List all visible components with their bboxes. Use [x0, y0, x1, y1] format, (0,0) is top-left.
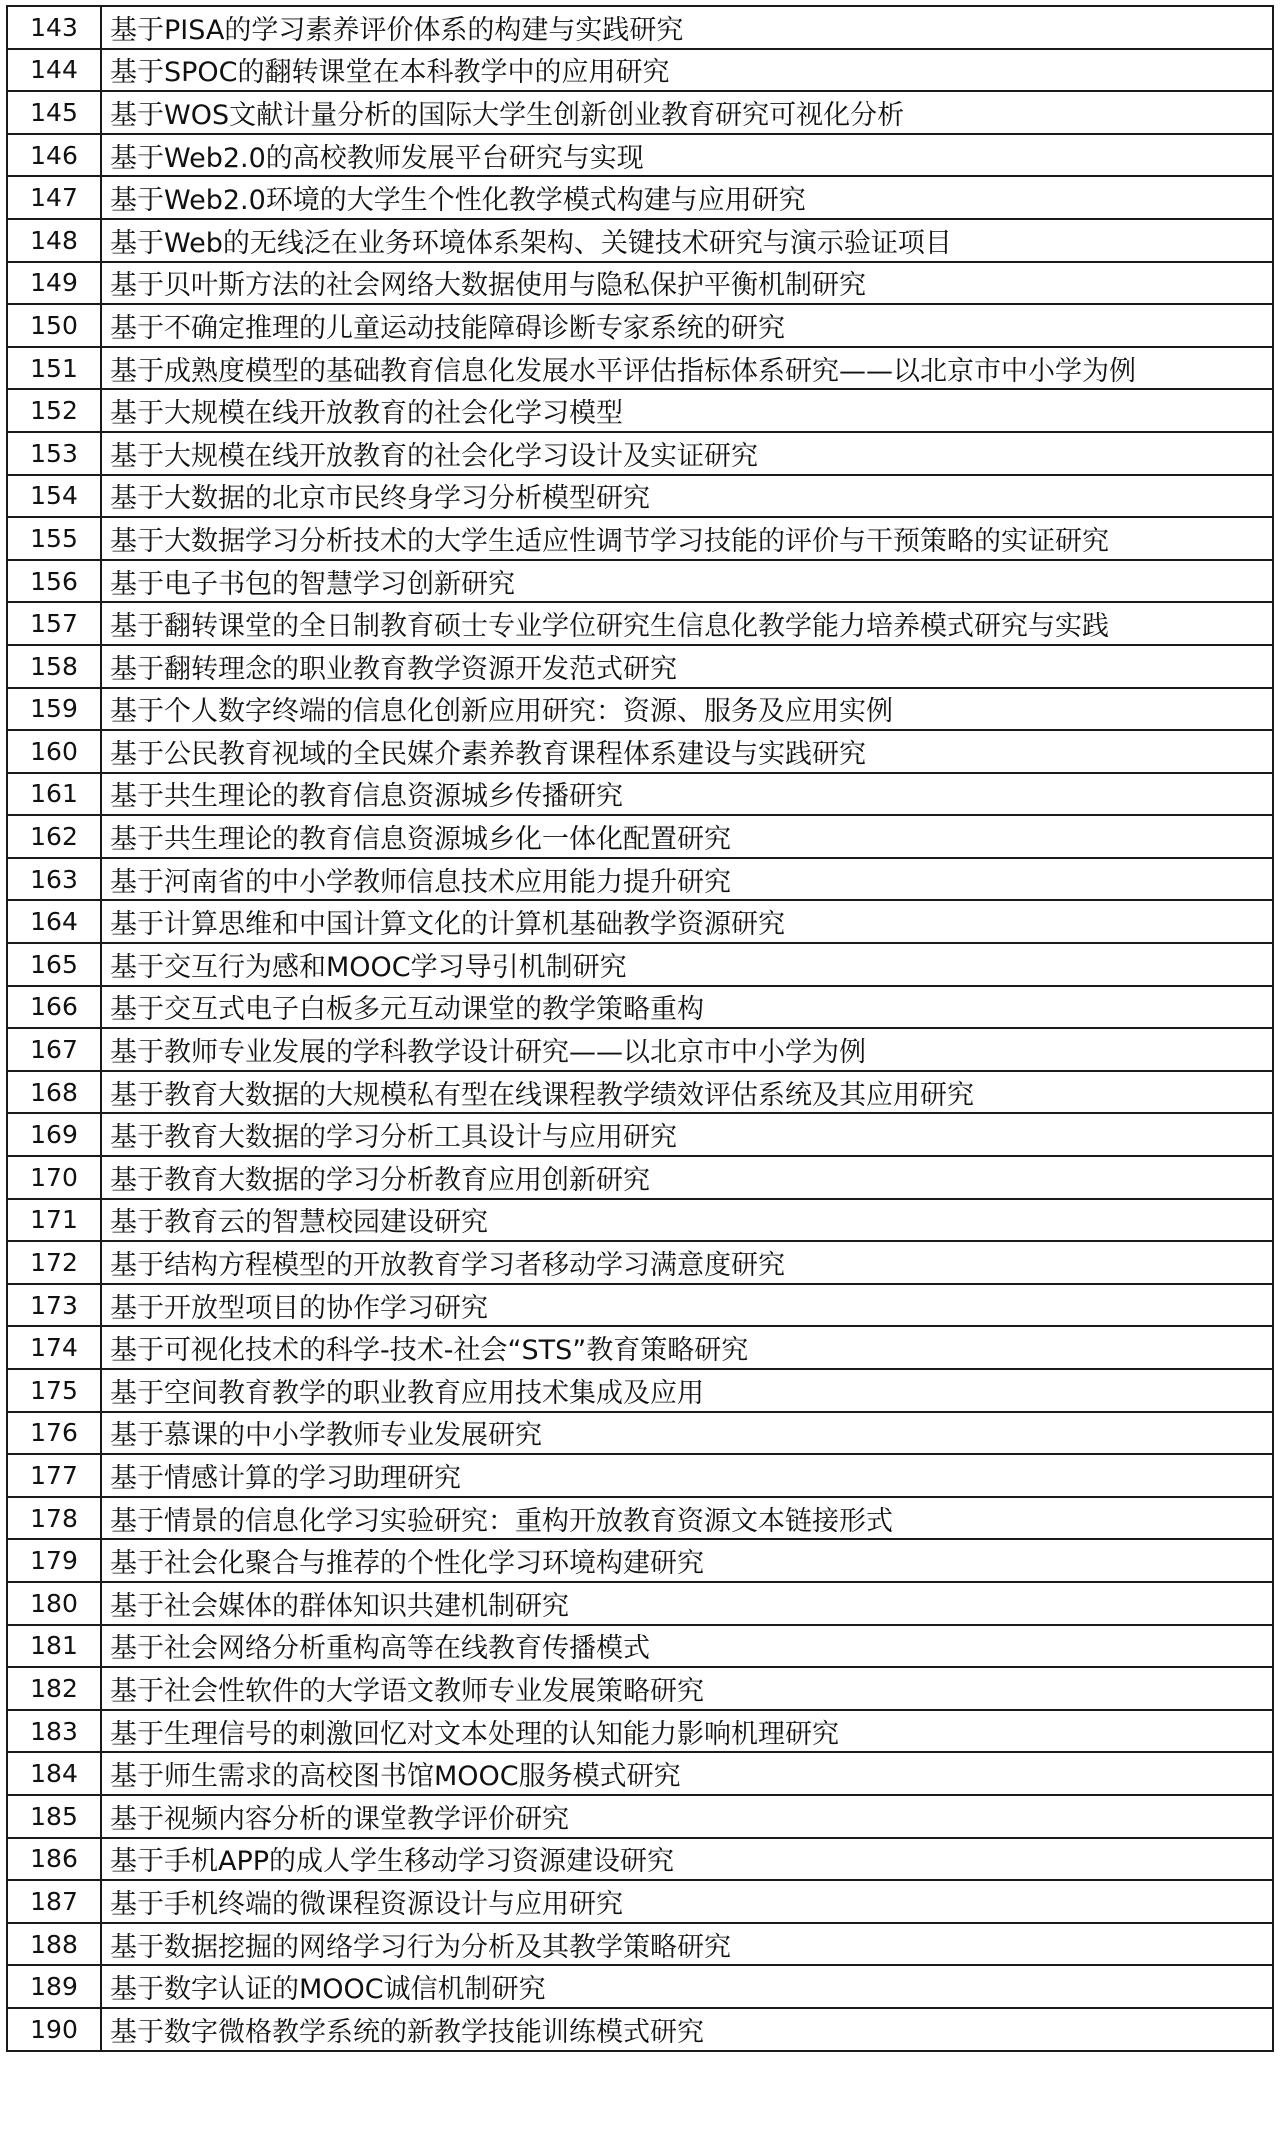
project-title: 基于情感计算的学习助理研究	[101, 1454, 1273, 1497]
table-row	[7, 943, 1273, 986]
table-row	[7, 1412, 1273, 1455]
row-number: 154	[7, 475, 101, 518]
table-row	[7, 262, 1273, 305]
project-title: 基于社会性软件的大学语文教师专业发展策略研究	[101, 1667, 1273, 1710]
row-number: 185	[7, 1795, 101, 1838]
table-row	[7, 858, 1273, 901]
project-title: 基于视频内容分析的课堂教学评价研究	[101, 1795, 1273, 1838]
row-number: 157	[7, 602, 101, 645]
row-number: 166	[7, 986, 101, 1029]
row-number: 164	[7, 900, 101, 943]
project-title: 基于数字微格教学系统的新教学技能训练模式研究	[101, 2008, 1273, 2051]
project-title: 基于个人数字终端的信息化创新应用研究：资源、服务及应用实例	[101, 688, 1273, 731]
table-row	[7, 1071, 1273, 1114]
row-number: 187	[7, 1880, 101, 1923]
project-title: 基于结构方程模型的开放教育学习者移动学习满意度研究	[101, 1241, 1273, 1284]
project-title: 基于大数据的北京市民终身学习分析模型研究	[101, 475, 1273, 518]
row-number: 169	[7, 1113, 101, 1156]
row-number: 151	[7, 347, 101, 390]
table-row	[7, 1369, 1273, 1412]
table-row	[7, 432, 1273, 475]
row-number: 161	[7, 773, 101, 816]
table-row	[7, 1880, 1273, 1923]
project-title: 基于社会网络分析重构高等在线教育传播模式	[101, 1625, 1273, 1668]
table-row	[7, 1838, 1273, 1881]
row-number: 175	[7, 1369, 101, 1412]
row-number: 188	[7, 1923, 101, 1966]
table-row	[7, 730, 1273, 773]
table-row	[7, 1497, 1273, 1540]
row-number: 170	[7, 1156, 101, 1199]
table-row	[7, 347, 1273, 390]
project-title: 基于数据挖掘的网络学习行为分析及其教学策略研究	[101, 1923, 1273, 1966]
project-title: 基于PISA的学习素养评价体系的构建与实践研究	[101, 6, 1273, 49]
table-row	[7, 900, 1273, 943]
row-number: 156	[7, 560, 101, 603]
table-row	[7, 389, 1273, 432]
table-row	[7, 602, 1273, 645]
table-row	[7, 1710, 1273, 1753]
table-row	[7, 773, 1273, 816]
row-number: 182	[7, 1667, 101, 1710]
project-title: 基于教育大数据的学习分析工具设计与应用研究	[101, 1113, 1273, 1156]
project-title: 基于计算思维和中国计算文化的计算机基础教学资源研究	[101, 900, 1273, 943]
row-number: 180	[7, 1582, 101, 1625]
table-row	[7, 1156, 1273, 1199]
project-title: 基于手机终端的微课程资源设计与应用研究	[101, 1880, 1273, 1923]
row-number: 160	[7, 730, 101, 773]
table-row	[7, 2008, 1273, 2051]
row-number: 176	[7, 1412, 101, 1455]
table-row	[7, 1667, 1273, 1710]
project-title: 基于交互行为感和MOOC学习导引机制研究	[101, 943, 1273, 986]
project-title: 基于成熟度模型的基础教育信息化发展水平评估指标体系研究——以北京市中小学为例	[101, 347, 1273, 390]
project-title: 基于开放型项目的协作学习研究	[101, 1284, 1273, 1327]
row-number: 189	[7, 1965, 101, 2008]
table-row	[7, 1625, 1273, 1668]
row-number: 143	[7, 6, 101, 49]
row-number: 183	[7, 1710, 101, 1753]
row-number: 181	[7, 1625, 101, 1668]
project-title: 基于公民教育视域的全民媒介素养教育课程体系建设与实践研究	[101, 730, 1273, 773]
row-number: 149	[7, 262, 101, 305]
project-title: 基于贝叶斯方法的社会网络大数据使用与隐私保护平衡机制研究	[101, 262, 1273, 305]
project-title: 基于可视化技术的科学-技术-社会“STS”教育策略研究	[101, 1326, 1273, 1369]
table-row	[7, 1752, 1273, 1795]
row-number: 162	[7, 815, 101, 858]
project-title: 基于Web的无线泛在业务环境体系架构、关键技术研究与演示验证项目	[101, 219, 1273, 262]
table-row	[7, 688, 1273, 731]
project-title: 基于共生理论的教育信息资源城乡传播研究	[101, 773, 1273, 816]
project-title: 基于电子书包的智慧学习创新研究	[101, 560, 1273, 603]
table-row	[7, 1241, 1273, 1284]
table-row	[7, 1582, 1273, 1625]
project-title: 基于Web2.0的高校教师发展平台研究与实现	[101, 134, 1273, 177]
project-title: 基于SPOC的翻转课堂在本科教学中的应用研究	[101, 49, 1273, 92]
table-row	[7, 134, 1273, 177]
row-number: 190	[7, 2008, 101, 2051]
table-row	[7, 1199, 1273, 1242]
project-title: 基于不确定推理的儿童运动技能障碍诊断专家系统的研究	[101, 304, 1273, 347]
row-number: 184	[7, 1752, 101, 1795]
table-row	[7, 645, 1273, 688]
table-row	[7, 176, 1273, 219]
row-number: 153	[7, 432, 101, 475]
project-title: 基于师生需求的高校图书馆MOOC服务模式研究	[101, 1752, 1273, 1795]
project-table	[6, 5, 1274, 2052]
table-row	[7, 49, 1273, 92]
row-number: 167	[7, 1028, 101, 1071]
project-title: 基于教育云的智慧校园建设研究	[101, 1199, 1273, 1242]
table-row	[7, 1326, 1273, 1369]
row-number: 159	[7, 688, 101, 731]
row-number: 145	[7, 91, 101, 134]
table-row	[7, 475, 1273, 518]
project-title: 基于河南省的中小学教师信息技术应用能力提升研究	[101, 858, 1273, 901]
project-title: 基于社会化聚合与推荐的个性化学习环境构建研究	[101, 1539, 1273, 1582]
project-title: 基于大规模在线开放教育的社会化学习模型	[101, 389, 1273, 432]
project-title: 基于WOS文献计量分析的国际大学生创新创业教育研究可视化分析	[101, 91, 1273, 134]
project-title: 基于教育大数据的学习分析教育应用创新研究	[101, 1156, 1273, 1199]
row-number: 158	[7, 645, 101, 688]
row-number: 165	[7, 943, 101, 986]
table-row	[7, 1028, 1273, 1071]
table-row	[7, 1284, 1273, 1327]
project-title: 基于教育大数据的大规模私有型在线课程教学绩效评估系统及其应用研究	[101, 1071, 1273, 1114]
table-row	[7, 1539, 1273, 1582]
row-number: 152	[7, 389, 101, 432]
project-title: 基于生理信号的刺激回忆对文本处理的认知能力影响机理研究	[101, 1710, 1273, 1753]
project-list-sheet	[6, 5, 1274, 2052]
project-title: 基于大数据学习分析技术的大学生适应性调节学习技能的评价与干预策略的实证研究	[101, 517, 1273, 560]
project-title: 基于社会媒体的群体知识共建机制研究	[101, 1582, 1273, 1625]
project-title: 基于Web2.0环境的大学生个性化教学模式构建与应用研究	[101, 176, 1273, 219]
project-title: 基于数字认证的MOOC诚信机制研究	[101, 1965, 1273, 2008]
project-table-body	[7, 6, 1273, 2051]
project-title: 基于情景的信息化学习实验研究：重构开放教育资源文本链接形式	[101, 1497, 1273, 1540]
row-number: 146	[7, 134, 101, 177]
row-number: 150	[7, 304, 101, 347]
row-number: 172	[7, 1241, 101, 1284]
table-row	[7, 986, 1273, 1029]
table-row	[7, 1113, 1273, 1156]
row-number: 163	[7, 858, 101, 901]
table-row	[7, 1795, 1273, 1838]
project-title: 基于慕课的中小学教师专业发展研究	[101, 1412, 1273, 1455]
project-title: 基于翻转理念的职业教育教学资源开发范式研究	[101, 645, 1273, 688]
project-title: 基于教师专业发展的学科教学设计研究——以北京市中小学为例	[101, 1028, 1273, 1071]
row-number: 179	[7, 1539, 101, 1582]
row-number: 144	[7, 49, 101, 92]
row-number: 174	[7, 1326, 101, 1369]
table-row	[7, 517, 1273, 560]
table-row	[7, 560, 1273, 603]
project-title: 基于大规模在线开放教育的社会化学习设计及实证研究	[101, 432, 1273, 475]
row-number: 178	[7, 1497, 101, 1540]
table-row	[7, 1965, 1273, 2008]
table-row	[7, 1454, 1273, 1497]
table-row	[7, 219, 1273, 262]
table-row	[7, 6, 1273, 49]
row-number: 147	[7, 176, 101, 219]
row-number: 186	[7, 1838, 101, 1881]
row-number: 171	[7, 1199, 101, 1242]
row-number: 173	[7, 1284, 101, 1327]
project-title: 基于交互式电子白板多元互动课堂的教学策略重构	[101, 986, 1273, 1029]
row-number: 177	[7, 1454, 101, 1497]
project-title: 基于手机APP的成人学生移动学习资源建设研究	[101, 1838, 1273, 1881]
project-title: 基于空间教育教学的职业教育应用技术集成及应用	[101, 1369, 1273, 1412]
row-number: 168	[7, 1071, 101, 1114]
project-title: 基于共生理论的教育信息资源城乡化一体化配置研究	[101, 815, 1273, 858]
row-number: 155	[7, 517, 101, 560]
table-row	[7, 91, 1273, 134]
project-title: 基于翻转课堂的全日制教育硕士专业学位研究生信息化教学能力培养模式研究与实践	[101, 602, 1273, 645]
table-row	[7, 1923, 1273, 1966]
table-row	[7, 304, 1273, 347]
row-number: 148	[7, 219, 101, 262]
table-row	[7, 815, 1273, 858]
